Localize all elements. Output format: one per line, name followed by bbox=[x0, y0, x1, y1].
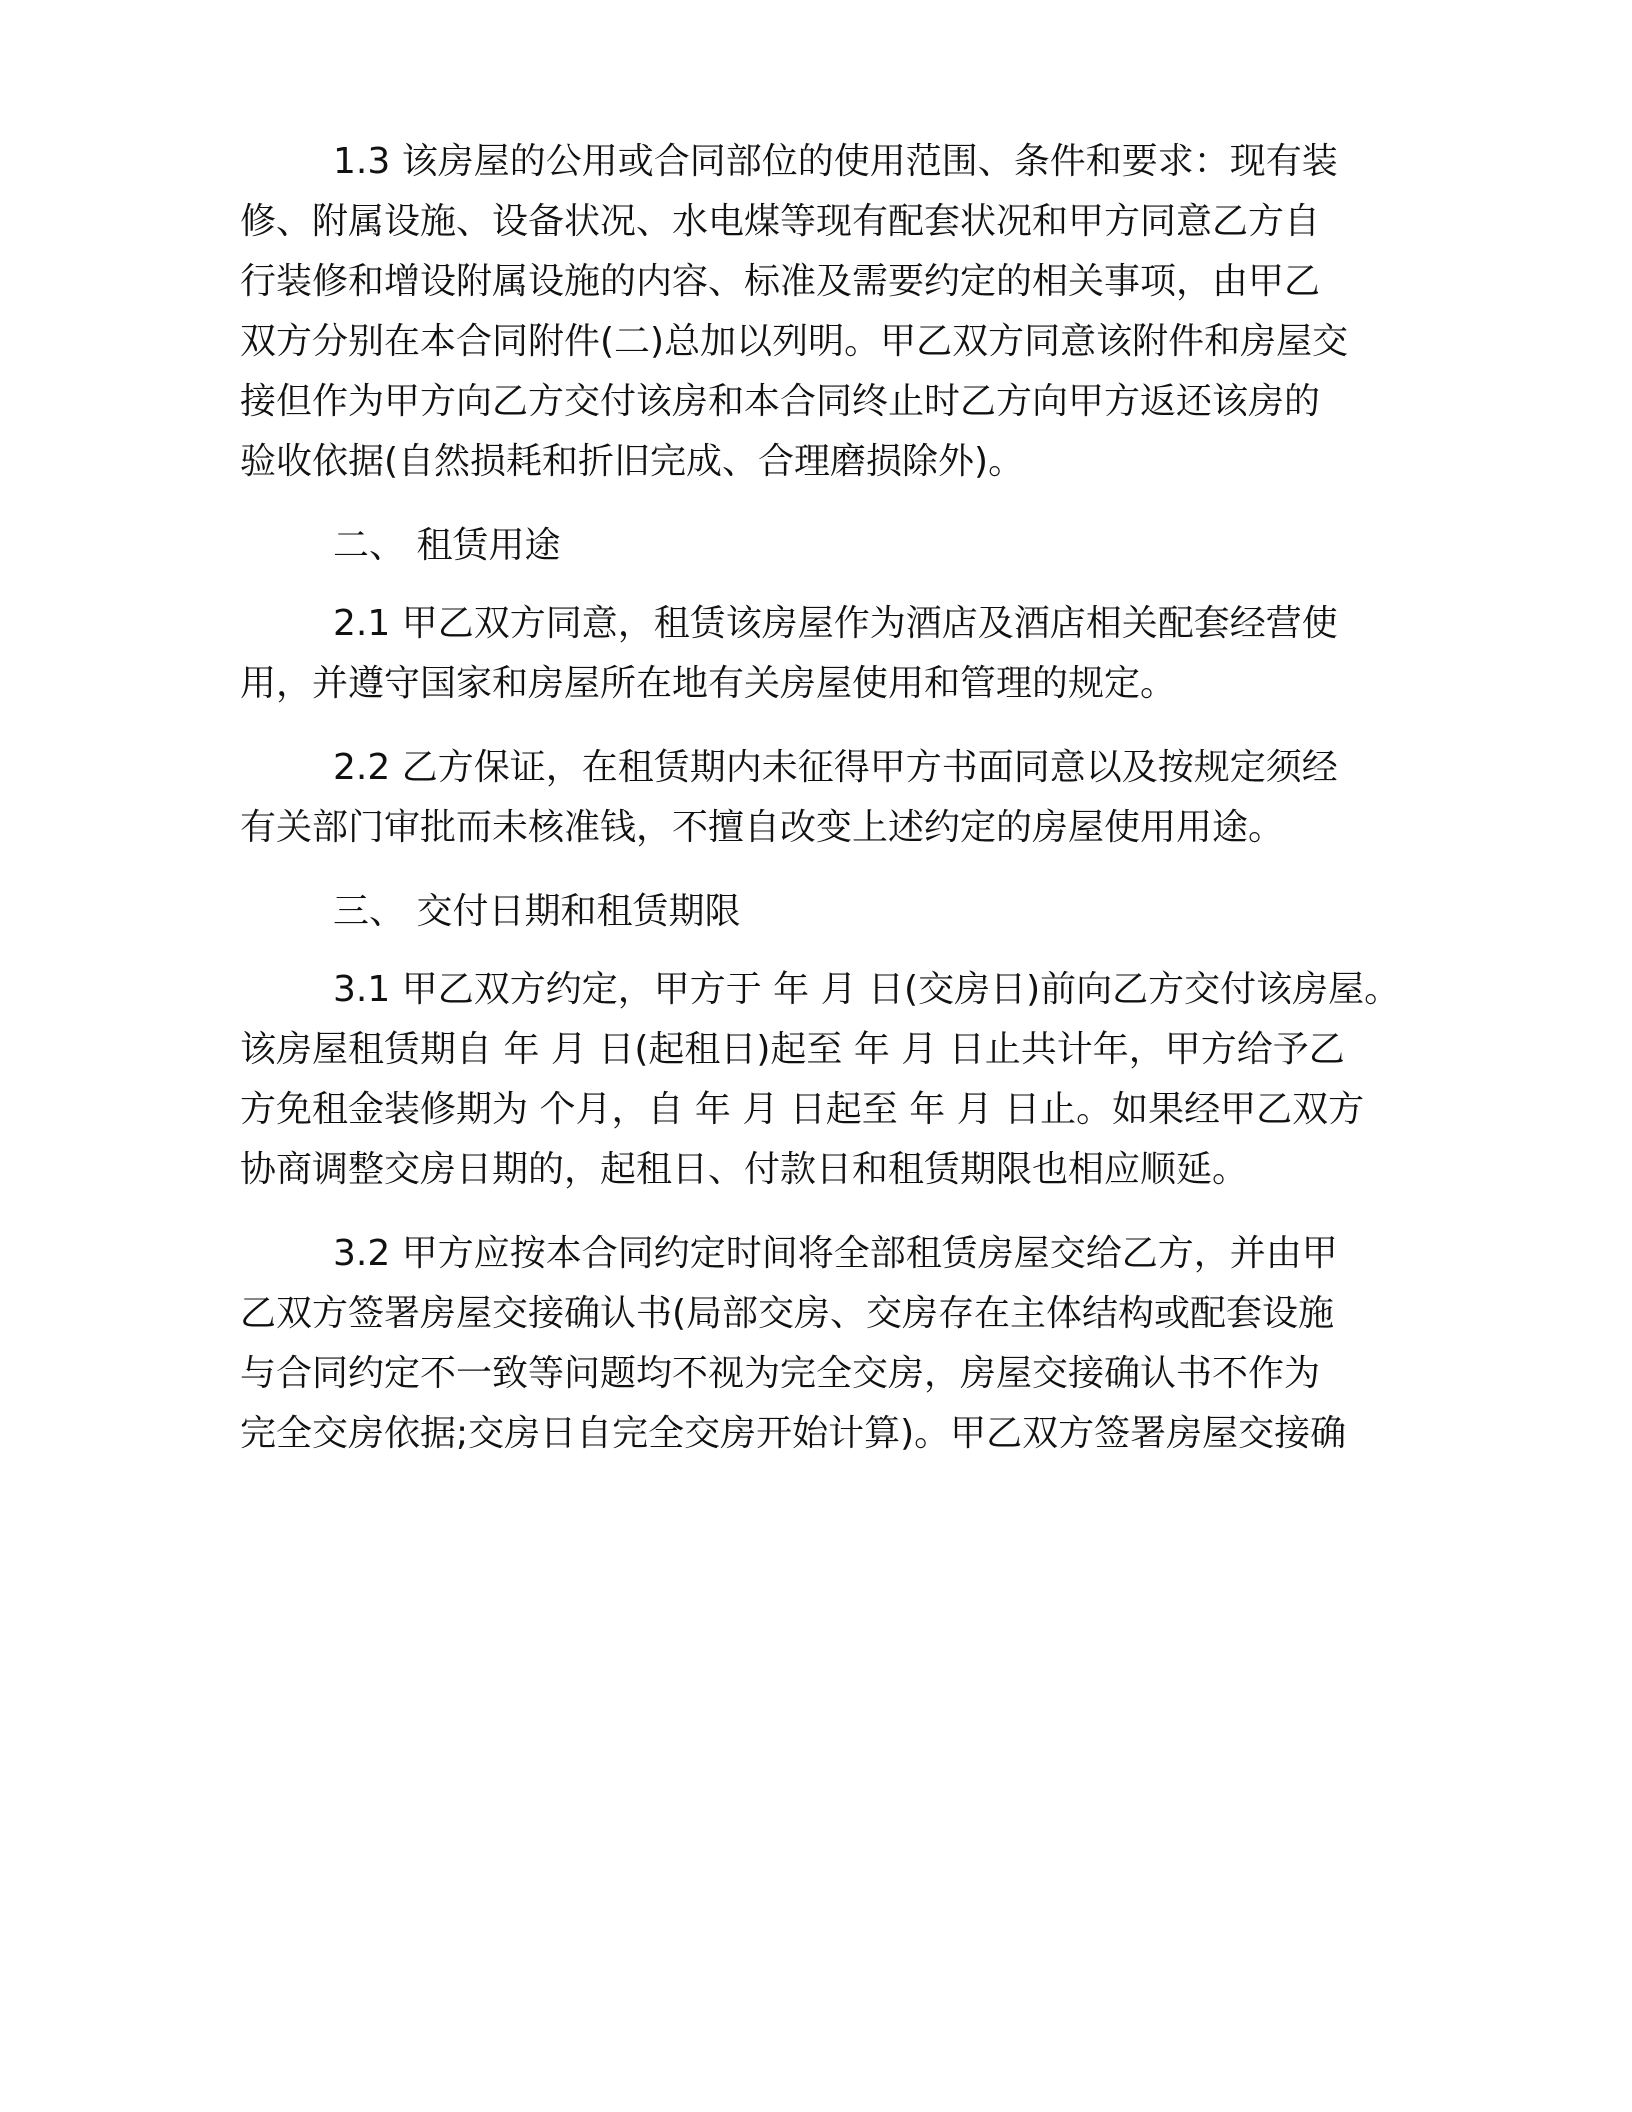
paragraph-3-2-line-1: 3.2 甲方应按本合同约定时间将全部租赁房屋交给乙方，并由甲 bbox=[333, 1233, 1338, 1274]
paragraph-3-1-line-1: 3.1 甲乙双方约定，甲方于 年 月 日(交房日)前向乙方交付该房屋。 bbox=[333, 969, 1401, 1010]
paragraph-1-3-line-5: 接但作为甲方向乙方交付该房和本合同终止时乙方向甲方返还该房的 bbox=[240, 381, 1321, 422]
paragraph-1-3-line-6: 验收依据(自然损耗和折旧完成、合理磨损除外)。 bbox=[240, 441, 1025, 482]
paragraph-2-1-line-1: 2.1 甲乙双方同意，租赁该房屋作为酒店及酒店相关配套经营使 bbox=[333, 603, 1338, 644]
paragraph-3-1-line-3: 方免租金装修期为 个月，自 年 月 日起至 年 月 日止。如果经甲乙双方 bbox=[240, 1089, 1365, 1130]
paragraph-1-3-line-3: 行装修和增设附属设施的内容、标准及需要约定的相关事项，由甲乙 bbox=[240, 261, 1321, 302]
paragraph-1-3-line-4: 双方分别在本合同附件(二)总加以列明。甲乙双方同意该附件和房屋交 bbox=[240, 321, 1349, 362]
paragraph-3-1-line-4: 协商调整交房日期的，起租日、付款日和租赁期限也相应顺延。 bbox=[240, 1149, 1249, 1190]
paragraph-3-2-line-3: 与合同约定不一致等问题均不视为完全交房，房屋交接确认书不作为 bbox=[240, 1353, 1321, 1394]
paragraph-1-3-line-1: 1.3 该房屋的公用或合同部位的使用范围、条件和要求：现有装 bbox=[333, 141, 1338, 182]
paragraph-3-2-line-4: 完全交房依据;交房日自完全交房开始计算)。甲乙双方签署房屋交接确 bbox=[240, 1413, 1347, 1454]
paragraph-2-2-line-1: 2.2 乙方保证，在租赁期内未征得甲方书面同意以及按规定须经 bbox=[333, 747, 1338, 788]
paragraph-3-1-line-2: 该房屋租赁期自 年 月 日(起租日)起至 年 月 日止共计年，甲方给予乙 bbox=[240, 1029, 1345, 1070]
paragraph-1-3-line-2: 修、附属设施、设备状况、水电煤等现有配套状况和甲方同意乙方自 bbox=[240, 201, 1321, 242]
paragraph-2-1-line-2: 用，并遵守国家和房屋所在地有关房屋使用和管理的规定。 bbox=[240, 663, 1177, 704]
section-heading-2: 二、 租赁用途 bbox=[333, 525, 561, 566]
paragraph-3-2-line-2: 乙双方签署房屋交接确认书(局部交房、交房存在主体结构或配套设施 bbox=[240, 1293, 1335, 1334]
section-heading-3: 三、 交付日期和租赁期限 bbox=[333, 891, 741, 932]
paragraph-2-2-line-2: 有关部门审批而未核准钱，不擅自改变上述约定的房屋使用用途。 bbox=[240, 807, 1285, 848]
